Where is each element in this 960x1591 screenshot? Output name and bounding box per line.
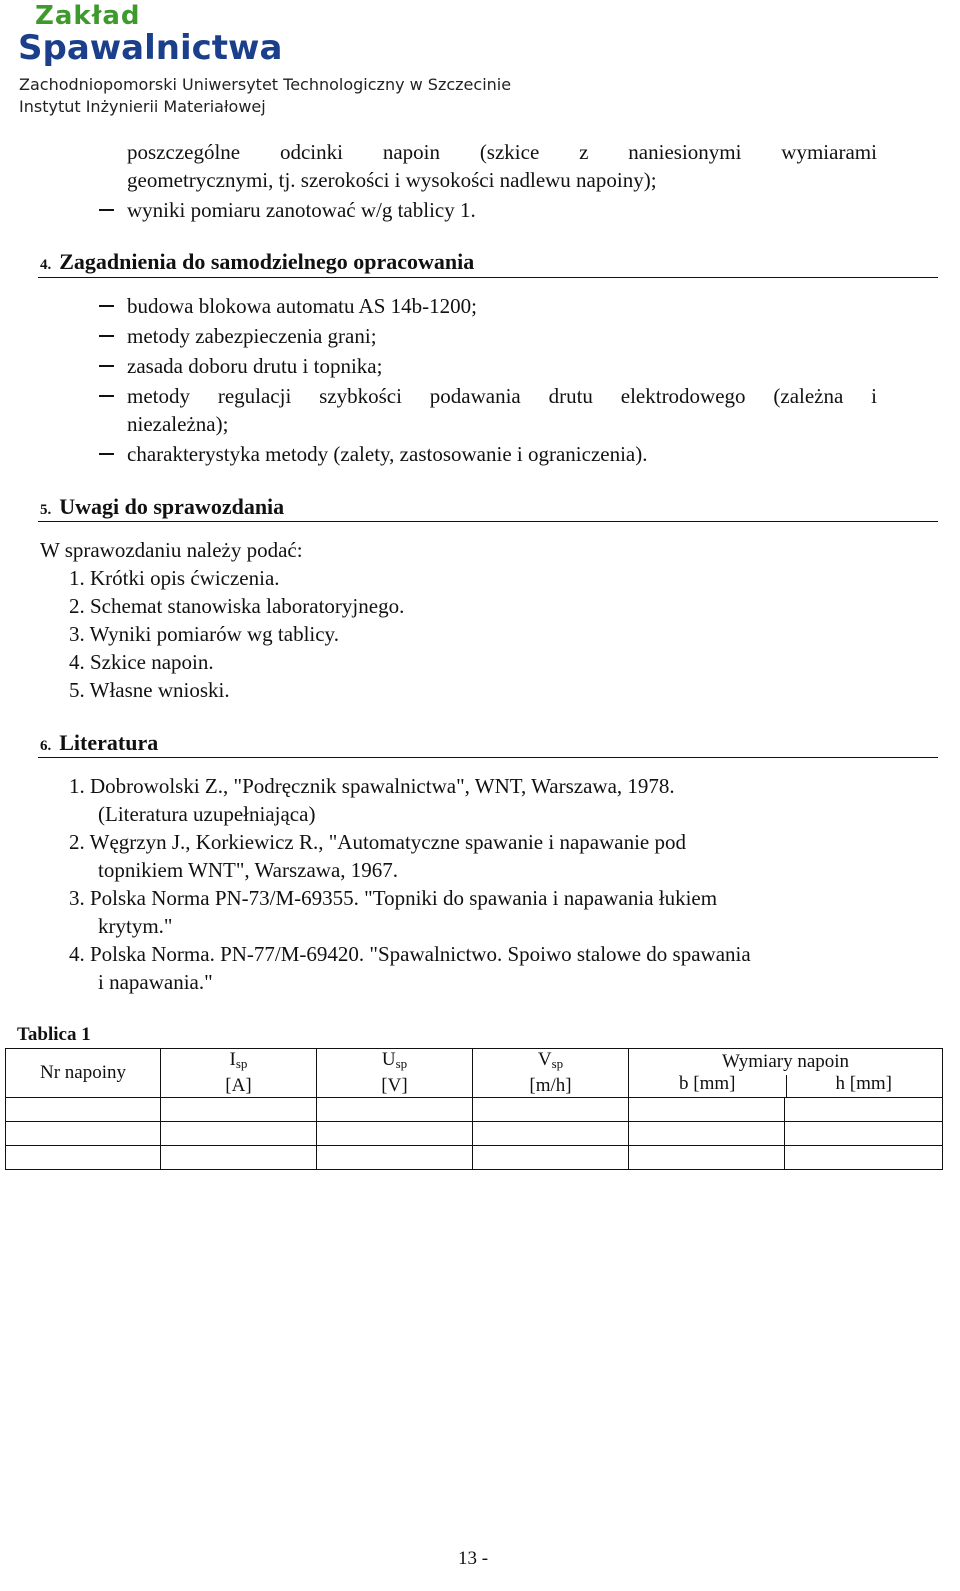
section-4-heading bbox=[40, 249, 474, 278]
header-subscript: sp bbox=[395, 1056, 408, 1071]
header-unit: [A] bbox=[225, 1075, 252, 1096]
header-unit: [m/h] bbox=[529, 1075, 572, 1096]
intro-word: napoin bbox=[382, 140, 440, 164]
table-cell[interactable] bbox=[6, 1098, 161, 1122]
section-number: 6. bbox=[40, 738, 52, 754]
logo-line-2: Spawalnictwa bbox=[18, 28, 283, 68]
table-row bbox=[6, 1122, 943, 1146]
table-cell[interactable] bbox=[6, 1146, 161, 1170]
header-current bbox=[161, 1049, 317, 1098]
bullet-dash bbox=[99, 395, 114, 397]
section-divider bbox=[38, 277, 938, 278]
reference-line: 1. Dobrowolski Z., "Podręcznik spawalnictwa", WNT, Warszawa, 1978. bbox=[69, 774, 675, 798]
section-5-item: 2. Schemat stanowiska laboratoryjnego. bbox=[69, 594, 405, 618]
table-row bbox=[6, 1098, 943, 1122]
header-dimensions bbox=[629, 1049, 943, 1098]
header-subscript: sp bbox=[235, 1056, 248, 1071]
section-5-intro: W sprawozdaniu należy podać: bbox=[40, 538, 303, 562]
intro-word: wymiarami bbox=[781, 140, 877, 164]
reference-line: 2. Węgrzyn J., Korkiewicz R., "Automatyczne spawanie i napawanie pod bbox=[69, 830, 686, 854]
logo-line-1: Zakład bbox=[35, 1, 141, 31]
section-5-item: 1. Krótki opis ćwiczenia. bbox=[69, 566, 280, 590]
bullet-dash bbox=[99, 365, 114, 367]
table-label: Tablica 1 bbox=[17, 1024, 91, 1045]
section-number: 5. bbox=[40, 502, 52, 518]
intro-word: odcinki bbox=[279, 140, 343, 164]
reference-line: 3. Polska Norma PN-73/M-69355. "Topniki do spawania i napawania łukiem bbox=[69, 886, 718, 910]
section-4-item: metody zabezpieczenia grani; bbox=[127, 324, 377, 348]
section-4-item: charakterystyka metody (zalety, zastosowanie i ograniczenia). bbox=[127, 442, 648, 466]
table-cell[interactable] bbox=[161, 1098, 317, 1122]
bullet-dash bbox=[99, 305, 114, 307]
intro-word: (szkice bbox=[479, 140, 540, 164]
intro-word: z bbox=[579, 140, 589, 164]
header-dimensions-title: Wymiary napoin bbox=[721, 1051, 850, 1072]
intro-word: naniesionymi bbox=[628, 140, 742, 164]
section-6-heading bbox=[40, 730, 158, 759]
table-row bbox=[6, 1146, 943, 1170]
section-4-item: budowa blokowa automatu AS 14b-1200; bbox=[127, 294, 477, 318]
section-divider bbox=[38, 521, 938, 522]
table-cell[interactable] bbox=[161, 1122, 317, 1146]
section-4-item-continuation: niezależna); bbox=[127, 412, 229, 436]
section-title: Literatura bbox=[59, 730, 159, 755]
reference-line: topnikiem WNT", Warszawa, 1967. bbox=[98, 858, 399, 882]
header-width: b [mm] bbox=[679, 1073, 736, 1094]
table-cell[interactable] bbox=[317, 1122, 473, 1146]
table-cell[interactable] bbox=[6, 1122, 161, 1146]
table-cell[interactable] bbox=[161, 1146, 317, 1170]
section-number: 4. bbox=[40, 257, 52, 273]
header-split-line bbox=[786, 1075, 787, 1097]
table-header-row bbox=[6, 1049, 943, 1098]
section-5-item: 3. Wyniki pomiarów wg tablicy. bbox=[69, 622, 339, 646]
table-cell[interactable] bbox=[317, 1098, 473, 1122]
intro-word: poszczególne bbox=[127, 140, 241, 164]
table-cell[interactable] bbox=[317, 1146, 473, 1170]
page-number: 13 - bbox=[458, 1548, 489, 1569]
table-cell[interactable] bbox=[785, 1122, 943, 1146]
section-title: Zagadnienia do samodzielnego opracowania bbox=[59, 249, 475, 274]
header-height: h [mm] bbox=[835, 1073, 892, 1094]
table-cell[interactable] bbox=[785, 1098, 943, 1122]
reference-line: 4. Polska Norma. PN-77/M-69420. "Spawalnictwo. Spoiwo stalowe do spawania bbox=[69, 942, 751, 966]
measurement-table bbox=[5, 1048, 943, 1170]
header-symbol: I bbox=[229, 1049, 236, 1070]
header-speed bbox=[473, 1049, 629, 1098]
intro-line-1 bbox=[127, 140, 877, 164]
table-cell[interactable] bbox=[785, 1146, 943, 1170]
table-cell[interactable] bbox=[629, 1098, 785, 1122]
header-unit: [V] bbox=[381, 1075, 408, 1096]
header-symbol: V bbox=[537, 1049, 552, 1070]
table-cell[interactable] bbox=[629, 1122, 785, 1146]
section-5-heading bbox=[40, 494, 284, 523]
section-title: Uwagi do sprawozdania bbox=[59, 494, 285, 519]
header-symbol: U bbox=[381, 1049, 396, 1070]
section-5-item: 5. Własne wnioski. bbox=[69, 678, 230, 702]
table-cell[interactable] bbox=[629, 1146, 785, 1170]
reference-line: krytym." bbox=[98, 914, 173, 938]
reference-line: i napawania." bbox=[98, 970, 213, 994]
header-nr-napoiny: Nr napoiny bbox=[6, 1049, 161, 1098]
logo bbox=[18, 2, 282, 66]
intro-line-2: geometrycznymi, tj. szerokości i wysokości nadlewu napoiny); bbox=[127, 168, 657, 192]
university-name: Zachodniopomorski Uniwersytet Technologiczny w Szczecinie bbox=[19, 75, 512, 94]
table-cell[interactable] bbox=[473, 1098, 629, 1122]
section-4-item: metody regulacji szybkości podawania drutu elektrodowego (zależna i bbox=[127, 384, 877, 408]
bullet-dash bbox=[99, 335, 114, 337]
section-4-item: zasada doboru drutu i topnika; bbox=[127, 354, 383, 378]
reference-line: (Literatura uzupełniająca) bbox=[98, 802, 316, 826]
intro-bullet: wyniki pomiaru zanotować w/g tablicy 1. bbox=[127, 198, 476, 222]
table-cell[interactable] bbox=[473, 1122, 629, 1146]
bullet-dash bbox=[99, 209, 114, 211]
section-divider bbox=[38, 757, 938, 758]
header-subscript: sp bbox=[551, 1056, 564, 1071]
institute-name: Instytut Inżynierii Materiałowej bbox=[19, 97, 266, 116]
table-cell[interactable] bbox=[473, 1146, 629, 1170]
section-5-item: 4. Szkice napoin. bbox=[69, 650, 214, 674]
bullet-dash bbox=[99, 453, 114, 455]
header-voltage bbox=[317, 1049, 473, 1098]
